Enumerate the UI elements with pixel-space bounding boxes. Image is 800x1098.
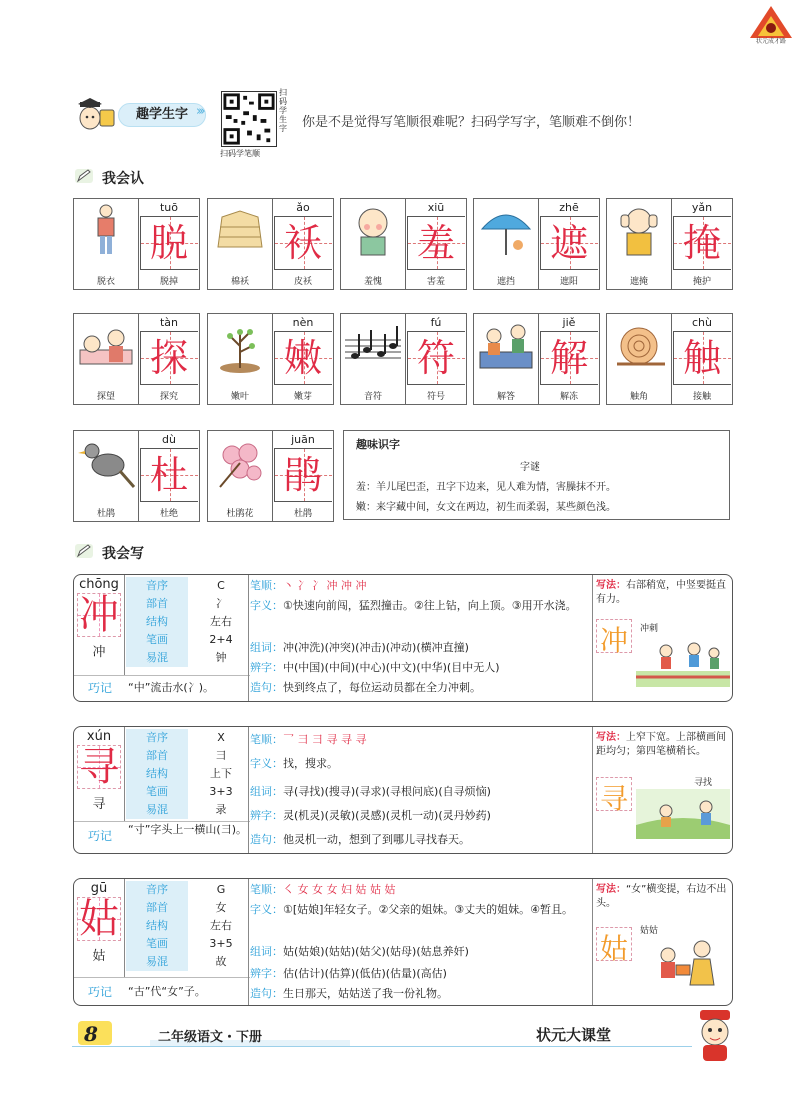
- character: 羞: [416, 221, 455, 265]
- meaning: ①快速向前闯，猛烈撞击。②往上钻，向上顶。③用开水浇。: [283, 599, 577, 612]
- attr-value: G: [216, 883, 226, 896]
- label: 字义：: [250, 757, 283, 770]
- qr-code-icon[interactable]: [221, 91, 277, 147]
- attr-label: 结构: [126, 765, 188, 783]
- char-card: [606, 313, 733, 405]
- pencil-icon: [74, 168, 94, 184]
- write-heading: 我会写: [102, 546, 144, 562]
- label: 造句：: [250, 987, 283, 1000]
- word-group: 姑(姑娘)(姑姑)(姑父)(姑母)(姑息养奸): [283, 945, 469, 958]
- pinyin: yǎn: [691, 201, 713, 214]
- sentence: 快到终点了，每位运动员都在全力冲刺。: [283, 681, 481, 694]
- label: 写法：: [596, 732, 626, 743]
- padded-coat-image: [210, 201, 270, 261]
- attr-label: 易混: [126, 649, 188, 667]
- attr-value: X: [217, 731, 225, 744]
- qiaoji-label: 巧记: [87, 681, 112, 695]
- cuckoo-bird-image: [76, 433, 136, 493]
- picture-word: 脱衣: [96, 277, 115, 287]
- compound-word: 杜鹃: [293, 509, 312, 519]
- character: 冲: [79, 592, 119, 638]
- character: 杜: [149, 453, 188, 497]
- write-card-chong: [73, 574, 733, 702]
- visiting-patient-image: [76, 316, 136, 376]
- picture-word: 遮挡: [496, 277, 515, 287]
- char-card: [73, 198, 200, 290]
- write-card-gu: [73, 878, 733, 1006]
- char-card: [606, 198, 733, 290]
- meaning: 找，搜求。: [283, 757, 338, 770]
- pinyin: chù: [692, 316, 712, 329]
- character: 掩: [682, 221, 721, 265]
- stroke-order: ㇛ 女 女 女 妇 姑 姑 姑: [283, 883, 396, 896]
- pinyin: fú: [430, 316, 442, 329]
- attr-value: C: [217, 579, 225, 592]
- sentence: 生日那天，姑姑送了我一份礼物。: [283, 987, 448, 1000]
- attr-value: 3+5: [209, 937, 233, 950]
- attr-value: 上下: [210, 767, 232, 780]
- character-small: 冲: [92, 645, 106, 660]
- label: 字义：: [250, 599, 283, 612]
- compound-word: 脱掉: [159, 277, 178, 287]
- char-card: [73, 430, 200, 522]
- publisher-logo-text: 状元成才路: [755, 38, 786, 45]
- compound-word: 遮阳: [559, 277, 578, 287]
- attr-label: 部首: [126, 595, 188, 613]
- qiaoji-text: “古”代“女”子。: [128, 985, 206, 998]
- music-notes-image: [343, 316, 403, 376]
- character-sample: 姑: [599, 932, 628, 965]
- attr-value: 3+3: [209, 785, 233, 798]
- sentence: 他灵机一动，想到了到哪儿寻找春天。: [283, 833, 470, 846]
- pinyin: jiě: [562, 316, 576, 329]
- attr-label: 部首: [126, 747, 188, 765]
- book-title: 二年级语文・下册: [158, 1030, 263, 1045]
- brand-title: 状元大课堂: [536, 1026, 612, 1044]
- qr-side-label: 扫码学生字: [279, 88, 287, 133]
- attr-label: 笔画: [126, 935, 188, 953]
- attr-value: 冫: [215, 597, 227, 610]
- qr-caption: 扫码学笔顺: [220, 149, 260, 158]
- character: 脱: [149, 221, 188, 265]
- char-card: [73, 313, 200, 405]
- scholar-mascot-icon: [690, 1008, 740, 1064]
- character: 嫩: [283, 336, 322, 380]
- compound-word: 符号: [426, 392, 445, 402]
- label: 笔顺：: [250, 579, 283, 592]
- attr-value: 钟: [215, 651, 227, 664]
- scene-caption: 姑姑: [640, 926, 659, 936]
- attr-value: 彐: [215, 749, 227, 762]
- char-card: [340, 198, 467, 290]
- pinyin: tuō: [159, 201, 178, 214]
- qiaoji-label: 巧记: [87, 985, 112, 999]
- character-sample: 冲: [599, 624, 628, 657]
- attr-label: 音序: [126, 881, 188, 899]
- attr-value: 左右: [210, 615, 232, 628]
- running-race-image: [636, 637, 730, 687]
- char-card: [340, 313, 467, 405]
- stroke-order: 乛 ⺕ 彐 寻 寻 寻: [283, 733, 367, 746]
- label: 辨字：: [250, 661, 283, 674]
- scene-caption: 寻找: [694, 778, 713, 788]
- compound-word: 皮袄: [293, 277, 312, 287]
- attr-label: 易混: [126, 801, 188, 819]
- searching-spring-image: [636, 789, 730, 839]
- attr-label: 部首: [126, 899, 188, 917]
- doctor-mascot-icon: [74, 98, 118, 134]
- label: 写法：: [596, 884, 626, 895]
- pinyin: gū: [90, 881, 108, 896]
- pinyin: tàn: [159, 316, 179, 329]
- picture-word: 棉袄: [230, 277, 249, 287]
- word-group: 冲(冲洗)(冲突)(冲击)(冲动)(横冲直撞): [283, 641, 469, 654]
- attr-label: 结构: [126, 917, 188, 935]
- compound-word: 探究: [159, 392, 178, 402]
- section-tab-title: 趣学生字: [118, 103, 206, 127]
- sapling-image: [210, 316, 270, 376]
- pinyin: ǎo: [296, 201, 310, 214]
- character-sample: 寻: [599, 782, 628, 815]
- attr-label: 笔画: [126, 631, 188, 649]
- writing-tip: “女”横变提，右边不出头。: [596, 884, 727, 909]
- pinyin: xiū: [427, 201, 445, 214]
- distinguish: 灵(机灵)(灵敏)(灵感)(灵机一动)(灵丹妙药): [283, 809, 491, 822]
- attr-value: 2+4: [209, 633, 233, 646]
- umbrella-image: [476, 201, 536, 261]
- shy-child-image: [343, 201, 403, 261]
- picture-word: 羞愧: [363, 277, 382, 287]
- pinyin: xún: [86, 729, 112, 744]
- label: 组词：: [250, 785, 283, 798]
- qiaoji-text: “中”流击水(冫)。: [128, 681, 214, 694]
- label: 字义：: [250, 903, 283, 916]
- attr-value: 女: [215, 901, 227, 914]
- picture-word: 嫩叶: [230, 392, 249, 402]
- picture-word: 遮掩: [629, 277, 648, 287]
- meaning: ①[姑娘]年轻女子。②父亲的姐妹。③丈夫的姐妹。④暂且。: [283, 903, 574, 916]
- character-small: 姑: [92, 949, 106, 964]
- write-card-xun: [73, 726, 733, 854]
- compound-word: 嫩芽: [293, 392, 312, 402]
- character: 寻: [79, 744, 119, 790]
- picture-word: 杜鹃: [96, 509, 115, 519]
- character: 触: [682, 336, 721, 380]
- char-card: [473, 313, 600, 405]
- learn-heading: 我会认: [102, 171, 144, 187]
- attr-label: 结构: [126, 613, 188, 631]
- attr-label: 笔画: [126, 783, 188, 801]
- qiaoji-label: 巧记: [87, 829, 112, 843]
- char-card: [473, 198, 600, 290]
- arrows-icon: ›››: [196, 104, 203, 119]
- covering-face-image: [609, 201, 669, 261]
- char-card: [207, 430, 334, 522]
- writing-tip: 右部稍宽，中竖要挺直有力。: [596, 580, 726, 605]
- aunt-gift-image: [636, 939, 730, 989]
- character: 遮: [549, 221, 588, 265]
- pinyin: dù: [162, 433, 176, 446]
- character: 探: [149, 336, 188, 380]
- stroke-order: 丶 冫 冫 冲 冲 冲: [283, 579, 367, 592]
- picture-word: 探望: [96, 392, 115, 402]
- compound-word: 解冻: [559, 392, 578, 402]
- label: 造句：: [250, 681, 283, 694]
- picture-word: 解答: [496, 392, 515, 402]
- scene-caption: 冲刺: [640, 624, 659, 634]
- label: 笔顺：: [250, 883, 283, 896]
- character: 姑: [79, 896, 119, 942]
- attr-label: 音序: [126, 729, 188, 747]
- label: 组词：: [250, 641, 283, 654]
- character: 鹃: [283, 453, 322, 497]
- teacher-student-image: [476, 316, 536, 376]
- pinyin: nèn: [292, 316, 314, 329]
- compound-word: 杜绝: [159, 509, 178, 519]
- picture-word: 触角: [629, 392, 648, 402]
- attr-value: 故: [215, 955, 227, 968]
- snail-image: [609, 316, 669, 376]
- intro-text: 你是不是觉得写笔顺很难呢？扫码学写字，笔顺难不倒你！: [302, 115, 641, 130]
- attr-label: 易混: [126, 953, 188, 971]
- label: 笔顺：: [250, 733, 283, 746]
- label: 造句：: [250, 833, 283, 846]
- riddle-line: 羞：羊儿尾巴歪，丑字下边来，见人难为情，害臊抹不开。: [356, 482, 616, 493]
- fun-literacy-title: 趣味识字: [356, 438, 400, 451]
- char-card: [207, 198, 334, 290]
- writing-tip: 上窄下宽。上部横画间距均匀；第四笔横稍长。: [596, 732, 726, 757]
- compound-word: 害羞: [426, 277, 445, 287]
- compound-word: 掩护: [692, 277, 711, 287]
- picture-word: 音符: [363, 392, 382, 402]
- character: 袄: [283, 221, 322, 265]
- attr-label: 音序: [126, 577, 188, 595]
- pencil-icon: [74, 543, 94, 559]
- child-undressing-image: [76, 201, 136, 261]
- char-card: [207, 313, 334, 405]
- riddle-subtitle: 字谜: [520, 462, 540, 473]
- pinyin: zhē: [559, 201, 579, 214]
- azalea-flower-image: [210, 433, 270, 493]
- pinyin: juān: [291, 433, 315, 446]
- character-small: 寻: [92, 797, 106, 812]
- label: 写法：: [596, 580, 626, 591]
- character: 解: [549, 336, 588, 380]
- label: 辨字：: [250, 809, 283, 822]
- label: 辨字：: [250, 967, 283, 980]
- qiaoji-text: “寸”字头上一横山(彐)。: [128, 823, 247, 836]
- attr-value: 录: [215, 803, 227, 816]
- label: 组词：: [250, 945, 283, 958]
- pinyin: chōng: [79, 577, 119, 592]
- page-number: 8: [84, 1022, 98, 1046]
- distinguish: 中(中国)(中间)(中心)(中文)(中华)(目中无人): [283, 661, 500, 674]
- word-group: 寻(寻找)(搜寻)(寻求)(寻根问底)(自寻烦恼): [283, 785, 491, 798]
- distinguish: 估(估计)(估算)(低估)(估量)(高估): [283, 967, 447, 980]
- riddle-line: 嫩：来字藏中间，女文在两边，初生而柔弱，某些颜色浅。: [356, 502, 616, 513]
- attr-value: 左右: [210, 919, 232, 932]
- picture-word: 杜鹃花: [226, 509, 254, 519]
- character: 符: [416, 336, 455, 380]
- compound-word: 接触: [692, 392, 711, 402]
- footer-divider: [72, 1046, 692, 1047]
